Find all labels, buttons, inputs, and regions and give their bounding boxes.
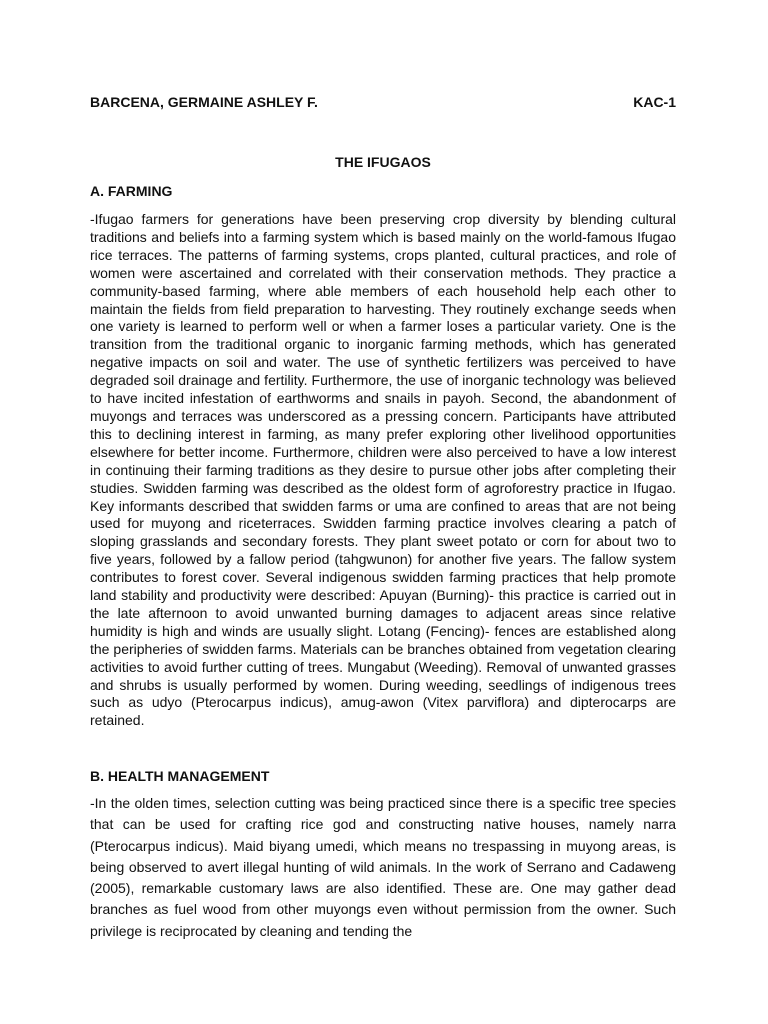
section-body-health-management: -In the olden times, selection cutting was being practiced since there is a specific tree species that can be used for crafting rice god and constructing native houses, namely narra (Pterocarpus indicus). Maid biyang umedi, which means no trespassing in muyong areas, is being observed to avert illegal hunting of wild animals. In the work of Serrano and Cadaweng (2005), remarkable customary laws are also identified. These are. One may gather dead branches as fuel wood from other muyongs even without permission from the owner. Such privilege is reciprocated by cleaning and tending the xyxy=(90,795,676,939)
class-code: KAC-1 xyxy=(633,94,676,110)
section-heading-health-management: B. HEALTH MANAGEMENT xyxy=(90,768,270,784)
document-title: THE IFUGAOS xyxy=(335,154,431,170)
author-name: BARCENA, GERMAINE ASHLEY F. xyxy=(90,94,318,110)
document-page xyxy=(90,0,676,1024)
section-body-farming: -Ifugao farmers for generations have been preserving crop diversity by blending cultural traditions and beliefs into a farming system which is based mainly on the world-famous Ifugao rice terraces. The patterns of farming systems, crops planted, cultural practices, and role of women were ascertained and correlated with their conservation methods. They practice a community-based farming, where able members of each household help each other to maintain the fields from field preparation to harvesting. They routinely exchange seeds when one variety is learned to perform well or when a farmer loses a particular variety. One is the transition from the traditional organic to inorganic farming methods, which has generated negative impacts on soil and water. The use of synthetic fertilizers was perceived to have degraded soil drainage and fertility. Furthermore, the use of inorganic technology was believed to have incited infestation of earthworms and snails in payoh. Second, the abandonment of muyongs and terraces was underscored as a pressing concern. Participants have attributed this to declining interest in farming, as many prefer exploring other livelihood opportunities elsewhere for better income. Furthermore, children were also perceived to have a low interest in continuing their farming traditions as they desire to pursue other jobs after completing their studies. Swidden farming was described as the oldest form of agroforestry practice in Ifugao. Key informants described that swidden farms or uma are confined to areas that are not being used for muyong and riceterraces. Swidden farming practice involves clearing a patch of sloping grasslands and secondary forests. They plant sweet potato or corn for about two to five years, followed by a fallow period (tahgwunon) for another five years. The fallow system contributes to forest cover. Several indigenous swidden farming practices that help promote land stability and productivity were described: Apuyan (Burning)- this practice is carried out in the late afternoon to avoid unwanted burning damages to adjacent areas since relative humidity is high and winds are usually slight. Lotang (Fencing)- fences are established along the peripheries of swidden farms. Materials can be branches obtained from vegetation clearing activities to avoid further cutting of trees. Mungabut (Weeding). Removal of unwanted grasses and shrubs is usually performed by women. During weeding, seedlings of indigenous trees such as udyo (Pterocarpus indicus), amug-awon (Vitex parviflora) and dipterocarps are retained. xyxy=(90,211,676,729)
section-heading-farming: A. FARMING xyxy=(90,183,173,199)
